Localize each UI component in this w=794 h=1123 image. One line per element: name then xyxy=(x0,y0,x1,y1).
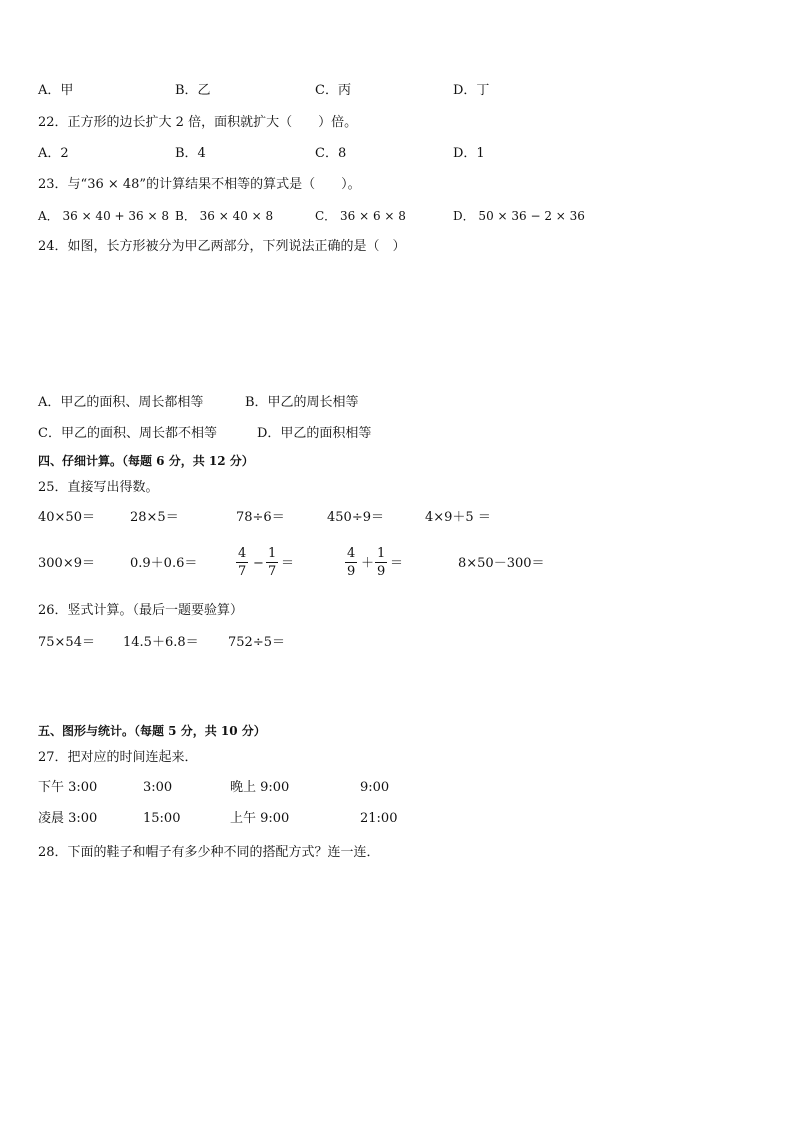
q25-item-5: 4×9＋5 ＝ xyxy=(425,510,491,525)
q23-option-c[interactable]: C． 36 × 6 × 8 xyxy=(315,209,406,223)
q27-right-item-2[interactable]: 21:00 xyxy=(360,811,398,826)
q26-item-1: 75×54＝ xyxy=(38,635,95,650)
numerator: 4 xyxy=(238,546,247,561)
q24-figure-area xyxy=(38,262,538,382)
q22-option-a[interactable]: A．2 xyxy=(38,146,69,161)
q25-item-6: 300×9＝ xyxy=(38,556,95,571)
fraction-bar xyxy=(266,562,278,563)
q21-option-a[interactable]: A．甲 xyxy=(38,83,74,98)
q22-option-d[interactable]: D．1 xyxy=(453,146,485,161)
numerator: 4 xyxy=(347,546,356,561)
q26-item-3: 752÷5＝ xyxy=(228,635,285,650)
q25-fraction-2b xyxy=(375,546,387,579)
q25-stem: 25．直接写出得数。 xyxy=(38,480,159,495)
q23-option-b[interactable]: B． 36 × 40 × 8 xyxy=(175,209,274,223)
q27-stem: 27．把对应的时间连起来． xyxy=(38,750,198,765)
denominator: 9 xyxy=(347,564,356,579)
denominator: 7 xyxy=(268,564,277,579)
q22-option-c[interactable]: C．8 xyxy=(315,146,347,161)
q26-stem: 26．竖式计算。（最后一题要验算） xyxy=(38,603,244,618)
q25-item-3: 78÷6＝ xyxy=(236,510,285,525)
fraction-bar xyxy=(236,562,248,563)
section-5-title: 五、图形与统计。（每题 5 分，共 10 分） xyxy=(38,724,266,738)
q24-option-c[interactable]: C．甲乙的面积、周长都不相等 xyxy=(38,426,217,441)
q27-mid-item-1[interactable]: 3:00 xyxy=(143,780,173,795)
q21-option-c[interactable]: C．丙 xyxy=(315,83,351,98)
q23-option-d[interactable]: D． 50 × 36 − 2 × 36 xyxy=(453,209,585,223)
q27-mid2-item-1[interactable]: 晚上 9:00 xyxy=(230,780,290,795)
q22-stem: 22．正方形的边长扩大 2 倍，面积就扩大（ ）倍。 xyxy=(38,115,358,130)
q25-item-7: 0.9＋0.6＝ xyxy=(130,556,198,571)
q27-mid-item-2[interactable]: 15:00 xyxy=(143,811,181,826)
denominator: 9 xyxy=(377,564,386,579)
denominator: 7 xyxy=(238,564,247,579)
q25-fraction-1b xyxy=(266,546,278,579)
q22-option-b[interactable]: B．4 xyxy=(175,146,206,161)
q24-stem: 24．如图，长方形被分为甲乙两部分，下列说法正确的是（ ） xyxy=(38,239,406,254)
fraction-bar xyxy=(375,562,387,563)
section-4-title: 四、仔细计算。（每题 6 分，共 12 分） xyxy=(38,454,254,468)
q28-stem: 28．下面的鞋子和帽子有多少种不同的搭配方式？连一连． xyxy=(38,845,380,860)
q25-fraction-2-operator: ＋ xyxy=(361,556,375,571)
q27-mid2-item-2[interactable]: 上午 9:00 xyxy=(230,811,290,826)
fraction-bar xyxy=(345,562,357,563)
q27-left-item-2[interactable]: 凌晨 3:00 xyxy=(38,811,98,826)
q25-fraction-1a xyxy=(236,546,248,579)
q25-item-2: 28×5＝ xyxy=(130,510,179,525)
q25-fraction-1-operator: − xyxy=(253,556,264,571)
q26-item-2: 14.5＋6.8＝ xyxy=(123,635,199,650)
q21-option-b[interactable]: B．乙 xyxy=(175,83,211,98)
q24-option-a[interactable]: A．甲乙的面积、周长都相等 xyxy=(38,395,204,410)
q27-left-item-1[interactable]: 下午 3:00 xyxy=(38,780,98,795)
q25-fraction-2-equals: ＝ xyxy=(390,556,404,571)
numerator: 1 xyxy=(377,546,386,561)
q25-item-4: 450÷9＝ xyxy=(327,510,384,525)
q23-stem: 23．与“36 × 48”的计算结果不相等的算式是（ ）。 xyxy=(38,177,361,192)
q24-option-b[interactable]: B．甲乙的周长相等 xyxy=(245,395,359,410)
q27-right-item-1[interactable]: 9:00 xyxy=(360,780,390,795)
q25-fraction-1-equals: ＝ xyxy=(281,556,295,571)
q21-option-d[interactable]: D．丁 xyxy=(453,83,490,98)
q24-option-d[interactable]: D．甲乙的面积相等 xyxy=(257,426,372,441)
q25-item-10: 8×50－300＝ xyxy=(458,556,545,571)
q25-item-1: 40×50＝ xyxy=(38,510,95,525)
numerator: 1 xyxy=(268,546,277,561)
q25-fraction-2a xyxy=(345,546,357,579)
q23-option-a[interactable]: A． 36 × 40 + 36 × 8 xyxy=(38,209,169,223)
